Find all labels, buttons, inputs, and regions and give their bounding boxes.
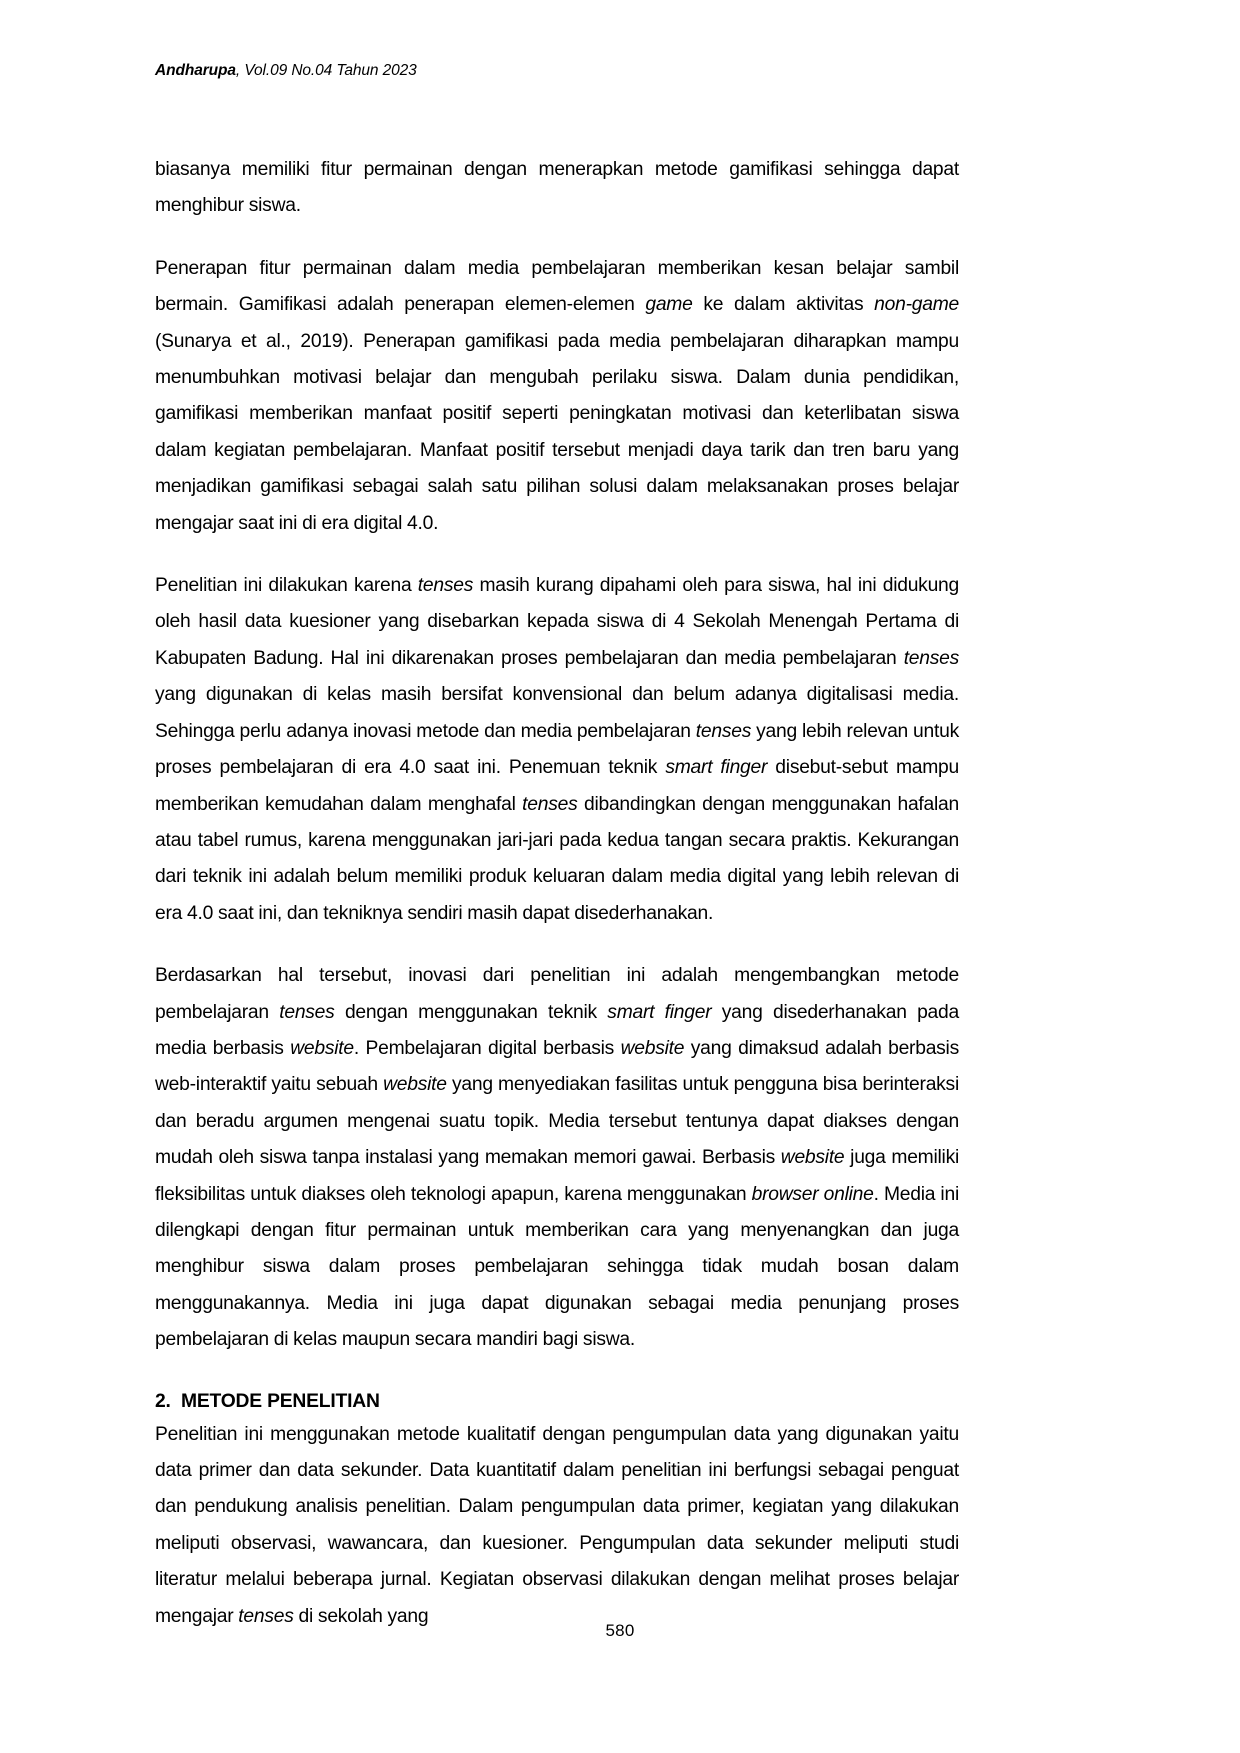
paragraph: biasanya memiliki fitur permainan dengan menerapkan metode gamifikasi sehingga dapat menghibur siswa. [155,159,959,217]
italic-term: tenses [522,793,578,815]
italic-term: game [645,294,693,316]
page-number: 580 [605,1621,635,1640]
paragraph: Penelitian ini menggunakan metode kualitatif dengan pengumpulan data yang digunakan yaitu data primer dan data sekunder. Data kuantitatif dalam penelitian ini berfungsi sebagai penguat dan pendukung analisis penelitian. Dalam pengumpulan data primer, kegiatan yang dilakukan meliputi observasi, wawancara, dan kuesioner. Pengumpulan data sekunder meliputi studi literatur melalui beberapa jurnal. Kegiatan observasi dilakukan dengan melihat proses belajar mengajar tenses di sekolah yang [155,1423,959,1627]
paragraph: Penerapan fitur permainan dalam media pembelajaran memberikan kesan belajar sambil bermain. Gamifikasi adalah penerapan elemen-elemen game ke dalam aktivitas non-game (Sunarya et al., 2019). Penerapan gamifikasi pada media pembelajaran diharapkan mampu menumbuhkan motivasi belajar dan mengubah perilaku siswa. Dalam dunia pendidikan, gamifikasi memberikan manfaat positif seperti peningkatan motivasi dan keterlibatan siswa dalam kegiatan pembelajaran. Manfaat positif tersebut menjadi daya tarik dan tren baru yang menjadikan gamifikasi sebagai salah satu pilihan solusi dalam melaksanakan proses belajar mengajar saat ini di era digital 4.0. [155,257,959,534]
running-header [155,62,417,80]
italic-term: website [780,1147,845,1169]
italic-term: website [383,1074,447,1096]
section-heading-metode-penelitian: 2. METODE PENELITIAN [155,1390,380,1412]
document-body [155,152,959,1635]
journal-issue-info: , Vol.09 No.04 Tahun 2023 [235,62,417,79]
paragraph: Penelitian ini dilakukan karena tenses masih kurang dipahami oleh para siswa, hal ini didukung oleh hasil data kuesioner yang disebarkan kepada siswa di 4 Sekolah Menengah Pertama di Kabupaten Badung. Hal ini dikarenakan proses pembelajaran dan media pembelajaran tenses yang digunakan di kelas masih bersifat konvensional dan belum adanya digitalisasi media. Sehingga perlu adanya inovasi metode dan media pembelajaran tenses yang lebih relevan untuk proses pembelajaran di era 4.0 saat ini. Penemuan teknik smart finger disebut-sebut mampu memberikan kemudahan dalam menghafal tenses dibandingkan dengan menggunakan hafalan atau tabel rumus, karena menggunakan jari-jari pada kedua tangan secara praktis. Kekurangan dari teknik ini adalah belum memiliki produk keluaran dalam media digital yang lebih relevan di era 4.0 saat ini, dan tekniknya sendiri masih dapat disederhanakan. [155,575,959,924]
italic-term: tenses [417,575,474,597]
italic-term: tenses [903,647,959,669]
italic-term: website [290,1037,354,1059]
journal-name: Andharupa [155,62,236,79]
italic-term: website [620,1037,685,1059]
italic-term: non-game [874,294,959,316]
italic-term: tenses [695,720,752,742]
italic-term: browser online [751,1183,874,1205]
italic-term: smart finger [607,1001,712,1023]
paragraph: Berdasarkan hal tersebut, inovasi dari penelitian ini adalah mengembangkan metode pembelajaran tenses dengan menggunakan teknik smart finger yang disederhanakan pada media berbasis website. Pembelajaran digital berbasis website yang dimaksud adalah berbasis web-interaktif yaitu sebuah website yang menyediakan fasilitas untuk pengguna bisa berinteraksi dan beradu argumen mengenai suatu topik. Media tersebut tentunya dapat diakses dengan mudah oleh siswa tanpa instalasi yang memakan memori gawai. Berbasis website juga memiliki fleksibilitas untuk diakses oleh teknologi apapun, karena menggunakan browser online. Media ini dilengkapi dengan fitur permainan untuk memberikan cara yang menyenangkan dan juga menghibur siswa dalam proses pembelajaran sehingga tidak mudah bosan dalam menggunakannya. Media ini juga dapat digunakan sebagai media penunjang proses pembelajaran di kelas maupun secara mandiri bagi siswa. [155,965,959,1351]
italic-term: tenses [238,1605,294,1627]
italic-term: tenses [279,1001,335,1023]
italic-term: smart finger [665,757,768,779]
